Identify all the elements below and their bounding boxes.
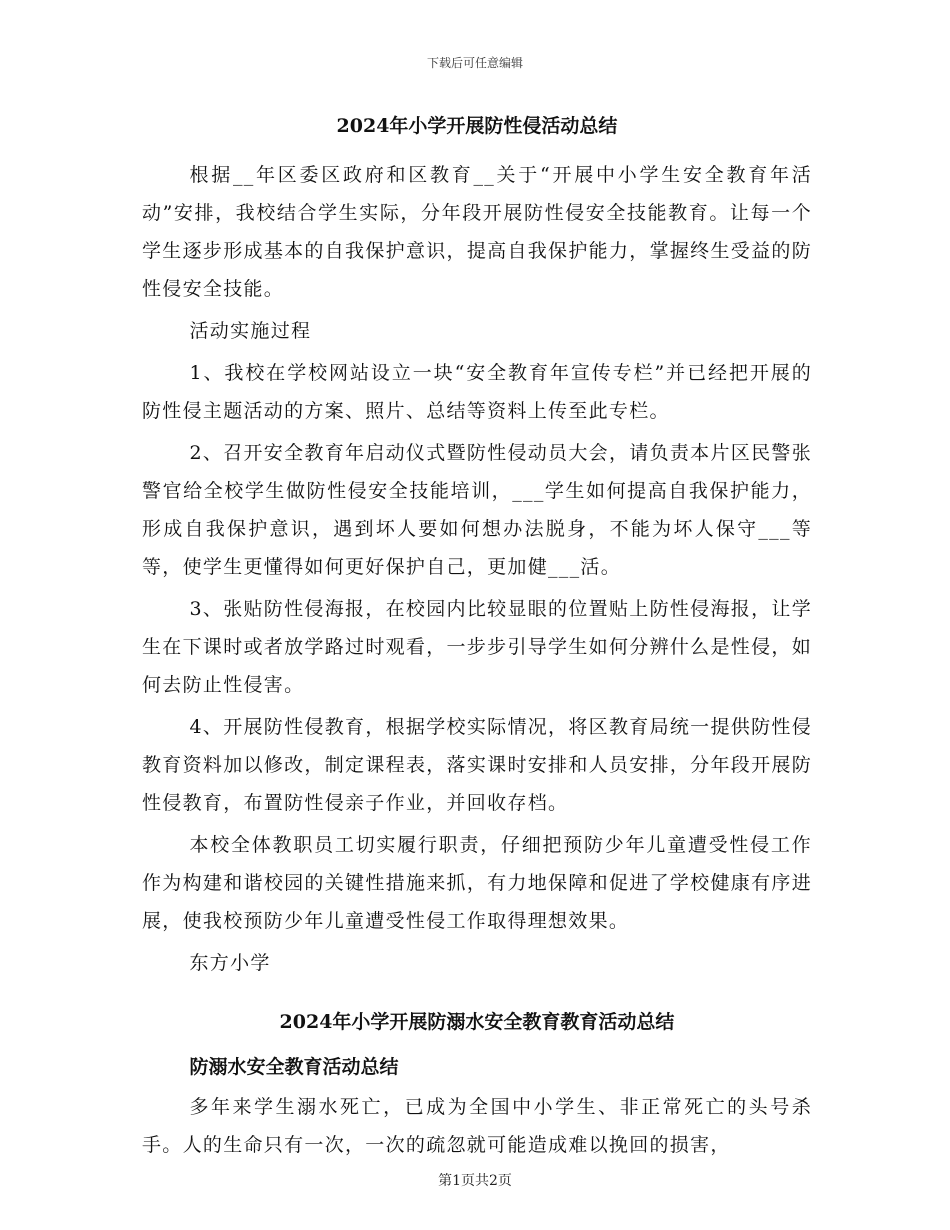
paragraph: 3、张贴防性侵海报，在校园内比较显眼的位置贴上防性侵海报，让学生在下课时或者放学路过时观看，一步步引导学生如何分辨什么是性侵，如何去防止性侵害。 — [142, 598, 812, 696]
document-title: 2024年小学开展防性侵活动总结 — [336, 115, 618, 137]
signature-school: 东方小学 — [189, 952, 271, 974]
paragraph: 根据__年区委区政府和区教育__关于“开展中小学生安全教育年活动”安排，我校结合学生实际，分年段开展防性侵安全技能教育。让每一个学生逐步形成基本的自我保护意识，提高自我保护能力，掌握终生受益的防性侵安全技能。 — [142, 164, 812, 300]
paragraph: 多年来学生溺水死亡，已成为全国中小学生、非正常死亡的头号杀手。人的生命只有一次，一次的疏忽就可能造成难以挽回的损害， — [142, 1096, 812, 1156]
section-subtitle: 防溺水安全教育活动总结 — [189, 1056, 399, 1078]
document-body — [142, 110, 812, 1168]
header-note: 下载后可任意编辑 — [426, 56, 523, 70]
paragraph: 本校全体教职员工切实履行职责，仔细把预防少年儿童遭受性侵工作作为构建和谐校园的关键性措施来抓，有力地保障和促进了学校健康有序进展，使我校预防少年儿童遭受性侵工作取得理想效果。 — [142, 834, 812, 932]
second-document-title: 2024年小学开展防溺水安全教育教育活动总结 — [279, 1011, 675, 1033]
paragraph: 4、开展防性侵教育，根据学校实际情况，将区教育局统一提供防性侵教育资料加以修改，制定课程表，落实课时安排和人员安排，分年段开展防性侵教育，布置防性侵亲子作业，并回收存档。 — [142, 716, 812, 814]
paragraph: 2、召开安全教育年启动仪式暨防性侵动员大会，请负责本片区民警张警官给全校学生做防性侵安全技能培训，___学生如何提高自我保护能力，形成自我保护意识，遇到坏人要如何想办法脱身，不能为坏人保守___等等，使学生更懂得如何更好保护自己，更加健___活。 — [142, 442, 812, 578]
paragraph: 活动实施过程 — [189, 320, 312, 342]
paragraph: 1、我校在学校网站设立一块“安全教育年宣传专栏”并已经把开展的防性侵主题活动的方案、照片、总结等资料上传至此专栏。 — [142, 362, 812, 422]
page-footer: 第1页共2页 — [438, 1173, 512, 1189]
